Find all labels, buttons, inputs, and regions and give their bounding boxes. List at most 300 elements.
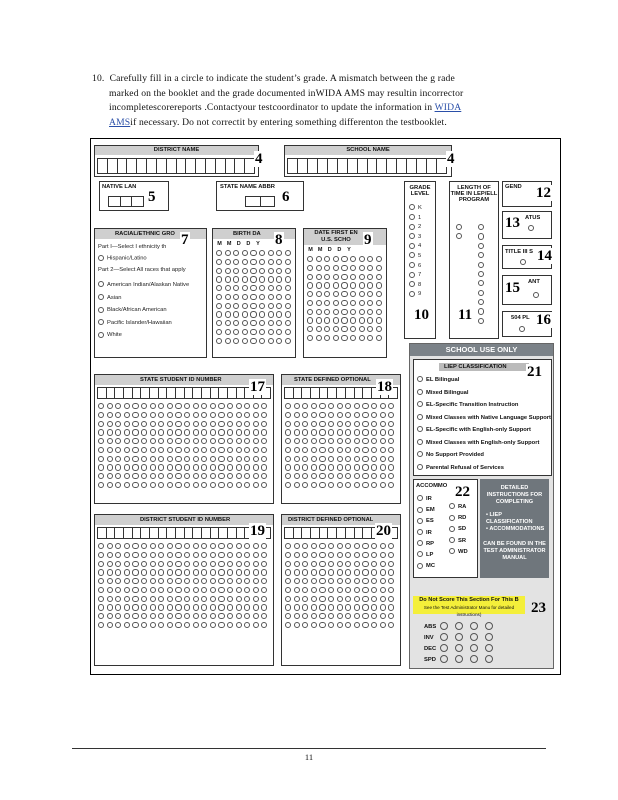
answer-bubble[interactable] <box>276 329 282 335</box>
answer-bubble[interactable] <box>253 438 259 444</box>
answer-bubble[interactable] <box>124 596 130 602</box>
answer-bubble[interactable] <box>316 335 322 341</box>
answer-bubble[interactable] <box>244 412 250 418</box>
answer-bubble[interactable] <box>350 265 356 271</box>
answer-bubble[interactable] <box>132 561 138 567</box>
answer-bubble[interactable] <box>175 569 181 575</box>
answer-bubble[interactable] <box>107 421 113 427</box>
option-bubble[interactable] <box>417 451 423 457</box>
option-bubble[interactable] <box>417 426 423 432</box>
answer-bubble[interactable] <box>225 294 231 300</box>
answer-bubble[interactable] <box>242 259 248 265</box>
answer-bubble[interactable] <box>319 447 325 453</box>
answer-bubble[interactable] <box>316 309 322 315</box>
answer-bubble[interactable] <box>350 309 356 315</box>
answer-bubble[interactable] <box>115 429 121 435</box>
answer-bubble[interactable] <box>259 259 265 265</box>
answer-bubble[interactable] <box>328 421 334 427</box>
answer-bubble[interactable] <box>261 561 267 567</box>
answer-bubble[interactable] <box>201 456 207 462</box>
answer-bubble[interactable] <box>236 552 242 558</box>
answer-bubble[interactable] <box>124 613 130 619</box>
answer-bubble[interactable] <box>227 622 233 628</box>
answer-bubble[interactable] <box>184 403 190 409</box>
answer-bubble[interactable] <box>167 613 173 619</box>
answer-bubble[interactable] <box>333 317 339 323</box>
answer-bubble[interactable] <box>98 578 104 584</box>
answer-bubble[interactable] <box>302 403 308 409</box>
answer-bubble[interactable] <box>376 282 382 288</box>
answer-bubble[interactable] <box>218 403 224 409</box>
answer-bubble[interactable] <box>244 543 250 549</box>
score-bubble[interactable] <box>455 622 463 630</box>
answer-bubble[interactable] <box>371 421 377 427</box>
answer-bubble[interactable] <box>345 561 351 567</box>
answer-bubble[interactable] <box>210 604 216 610</box>
answer-bubble[interactable] <box>107 438 113 444</box>
answer-bubble[interactable] <box>333 274 339 280</box>
answer-bubble[interactable] <box>337 464 343 470</box>
answer-bubble[interactable] <box>98 447 104 453</box>
answer-bubble[interactable] <box>388 569 394 575</box>
answer-bubble[interactable] <box>141 613 147 619</box>
answer-bubble[interactable] <box>376 256 382 262</box>
option-bubble[interactable] <box>417 518 423 524</box>
answer-bubble[interactable] <box>141 447 147 453</box>
option-bubble[interactable] <box>98 307 104 313</box>
answer-bubble[interactable] <box>216 329 222 335</box>
answer-bubble[interactable] <box>236 447 242 453</box>
answer-bubble[interactable] <box>167 473 173 479</box>
answer-bubble[interactable] <box>380 447 386 453</box>
answer-bubble[interactable] <box>193 403 199 409</box>
504-bubble[interactable] <box>519 326 525 332</box>
answer-bubble[interactable] <box>311 429 317 435</box>
option-bubble[interactable] <box>417 551 423 557</box>
answer-bubble[interactable] <box>302 596 308 602</box>
answer-bubble[interactable] <box>319 552 325 558</box>
answer-bubble[interactable] <box>244 561 250 567</box>
answer-bubble[interactable] <box>107 561 113 567</box>
score-bubble[interactable] <box>485 622 493 630</box>
answer-bubble[interactable] <box>201 447 207 453</box>
answer-bubble[interactable] <box>132 403 138 409</box>
answer-bubble[interactable] <box>388 604 394 610</box>
answer-bubble[interactable] <box>175 429 181 435</box>
answer-bubble[interactable] <box>376 309 382 315</box>
answer-bubble[interactable] <box>345 604 351 610</box>
answer-bubble[interactable] <box>150 429 156 435</box>
answer-bubble[interactable] <box>167 569 173 575</box>
answer-bubble[interactable] <box>201 622 207 628</box>
answer-bubble[interactable] <box>380 578 386 584</box>
answer-bubble[interactable] <box>150 403 156 409</box>
answer-bubble[interactable] <box>244 604 250 610</box>
answer-bubble[interactable] <box>319 403 325 409</box>
answer-bubble[interactable] <box>328 587 334 593</box>
answer-bubble[interactable] <box>294 561 300 567</box>
answer-bubble[interactable] <box>193 438 199 444</box>
answer-bubble[interactable] <box>150 421 156 427</box>
native-language-cells[interactable] <box>108 196 144 207</box>
answer-bubble[interactable] <box>285 613 291 619</box>
answer-bubble[interactable] <box>268 303 274 309</box>
answer-bubble[interactable] <box>227 438 233 444</box>
answer-bubble[interactable] <box>167 447 173 453</box>
answer-bubble[interactable] <box>259 294 265 300</box>
answer-bubble[interactable] <box>242 294 248 300</box>
answer-bubble[interactable] <box>218 421 224 427</box>
answer-bubble[interactable] <box>184 622 190 628</box>
answer-bubble[interactable] <box>124 421 130 427</box>
answer-bubble[interactable] <box>328 596 334 602</box>
answer-bubble[interactable] <box>371 622 377 628</box>
answer-bubble[interactable] <box>324 265 330 271</box>
answer-bubble[interactable] <box>218 429 224 435</box>
option-bubble[interactable] <box>417 439 423 445</box>
answer-bubble[interactable] <box>107 543 113 549</box>
answer-bubble[interactable] <box>285 320 291 326</box>
answer-bubble[interactable] <box>380 587 386 593</box>
answer-bubble[interactable] <box>337 447 343 453</box>
answer-bubble[interactable] <box>244 552 250 558</box>
answer-bubble[interactable] <box>124 552 130 558</box>
answer-bubble[interactable] <box>319 464 325 470</box>
title-iii-bubble[interactable] <box>520 259 526 265</box>
score-bubble[interactable] <box>440 633 448 641</box>
answer-bubble[interactable] <box>285 329 291 335</box>
answer-bubble[interactable] <box>150 578 156 584</box>
answer-bubble[interactable] <box>175 561 181 567</box>
answer-bubble[interactable] <box>285 285 291 291</box>
length-bubbles-col1[interactable] <box>456 224 462 239</box>
answer-bubble[interactable] <box>242 276 248 282</box>
answer-bubble[interactable] <box>324 326 330 332</box>
answer-bubble[interactable] <box>193 473 199 479</box>
option-bubble[interactable] <box>409 262 415 268</box>
answer-bubble[interactable] <box>210 429 216 435</box>
answer-bubble[interactable] <box>259 285 265 291</box>
answer-bubble[interactable] <box>388 561 394 567</box>
answer-bubble[interactable] <box>253 604 259 610</box>
answer-bubble[interactable] <box>371 604 377 610</box>
answer-bubble[interactable] <box>285 561 291 567</box>
answer-bubble[interactable] <box>210 473 216 479</box>
state-defined-bubbles[interactable] <box>285 403 397 488</box>
answer-bubble[interactable] <box>294 403 300 409</box>
answer-bubble[interactable] <box>184 587 190 593</box>
answer-bubble[interactable] <box>158 604 164 610</box>
answer-bubble[interactable] <box>124 473 130 479</box>
option-bubble[interactable] <box>98 294 104 300</box>
answer-bubble[interactable] <box>333 265 339 271</box>
answer-bubble[interactable] <box>244 482 250 488</box>
answer-bubble[interactable] <box>167 412 173 418</box>
answer-bubble[interactable] <box>193 447 199 453</box>
answer-bubble[interactable] <box>367 300 373 306</box>
answer-bubble[interactable] <box>380 429 386 435</box>
answer-bubble[interactable] <box>150 464 156 470</box>
answer-bubble[interactable] <box>388 613 394 619</box>
answer-bubble[interactable] <box>115 456 121 462</box>
answer-bubble[interactable] <box>107 447 113 453</box>
answer-bubble[interactable] <box>184 578 190 584</box>
answer-bubble[interactable] <box>333 300 339 306</box>
answer-bubble[interactable] <box>341 326 347 332</box>
answer-bubble[interactable] <box>311 587 317 593</box>
option-bubble[interactable] <box>409 214 415 220</box>
answer-bubble[interactable] <box>201 552 207 558</box>
answer-bubble[interactable] <box>193 482 199 488</box>
answer-bubble[interactable] <box>302 473 308 479</box>
answer-bubble[interactable] <box>98 613 104 619</box>
answer-bubble[interactable] <box>345 403 351 409</box>
answer-bubble[interactable] <box>115 569 121 575</box>
answer-bubble[interactable] <box>150 587 156 593</box>
answer-bubble[interactable] <box>302 604 308 610</box>
answer-bubble[interactable] <box>371 473 377 479</box>
answer-bubble[interactable] <box>380 473 386 479</box>
answer-bubble[interactable] <box>319 543 325 549</box>
answer-bubble[interactable] <box>193 464 199 470</box>
score-bubble[interactable] <box>455 644 463 652</box>
score-bubble[interactable] <box>440 655 448 663</box>
answer-bubble[interactable] <box>302 622 308 628</box>
answer-bubble[interactable] <box>236 561 242 567</box>
answer-bubble[interactable] <box>218 552 224 558</box>
answer-bubble[interactable] <box>294 447 300 453</box>
answer-bubble[interactable] <box>311 613 317 619</box>
option-bubble[interactable] <box>449 548 455 554</box>
answer-bubble[interactable] <box>259 303 265 309</box>
answer-bubble[interactable] <box>233 259 239 265</box>
answer-bubble[interactable] <box>324 256 330 262</box>
answer-bubble[interactable] <box>253 596 259 602</box>
answer-bubble[interactable] <box>250 329 256 335</box>
answer-bubble[interactable] <box>362 587 368 593</box>
answer-bubble[interactable] <box>380 482 386 488</box>
answer-bubble[interactable] <box>227 578 233 584</box>
answer-bubble[interactable] <box>115 543 121 549</box>
answer-bubble[interactable] <box>218 561 224 567</box>
answer-bubble[interactable] <box>244 622 250 628</box>
answer-bubble[interactable] <box>124 622 130 628</box>
answer-bubble[interactable] <box>259 329 265 335</box>
answer-bubble[interactable] <box>216 285 222 291</box>
answer-bubble[interactable] <box>107 613 113 619</box>
answer-bubble[interactable] <box>359 326 365 332</box>
answer-bubble[interactable] <box>333 291 339 297</box>
answer-bubble[interactable] <box>253 587 259 593</box>
answer-bubble[interactable] <box>210 596 216 602</box>
answer-bubble[interactable] <box>124 587 130 593</box>
answer-bubble[interactable] <box>328 622 334 628</box>
answer-bubble[interactable] <box>132 482 138 488</box>
answer-bubble[interactable] <box>268 250 274 256</box>
answer-bubble[interactable] <box>354 596 360 602</box>
answer-bubble[interactable] <box>216 259 222 265</box>
answer-bubble[interactable] <box>115 622 121 628</box>
answer-bubble[interactable] <box>225 276 231 282</box>
option-bubble[interactable] <box>409 272 415 278</box>
answer-bubble[interactable] <box>285 259 291 265</box>
answer-bubble[interactable] <box>371 438 377 444</box>
answer-bubble[interactable] <box>225 303 231 309</box>
answer-bubble[interactable] <box>167 578 173 584</box>
answer-bubble[interactable] <box>261 456 267 462</box>
answer-bubble[interactable] <box>244 613 250 619</box>
option-bubble[interactable] <box>409 224 415 230</box>
answer-bubble[interactable] <box>244 438 250 444</box>
option-bubble[interactable] <box>417 376 423 382</box>
answer-bubble[interactable] <box>167 482 173 488</box>
answer-bubble[interactable] <box>294 622 300 628</box>
answer-bubble[interactable] <box>324 291 330 297</box>
answer-bubble[interactable] <box>316 291 322 297</box>
answer-bubble[interactable] <box>150 596 156 602</box>
answer-bubble[interactable] <box>371 596 377 602</box>
answer-bubble[interactable] <box>253 482 259 488</box>
answer-bubble[interactable] <box>388 482 394 488</box>
answer-bubble[interactable] <box>376 274 382 280</box>
answer-bubble[interactable] <box>210 587 216 593</box>
answer-bubble[interactable] <box>184 561 190 567</box>
answer-bubble[interactable] <box>324 309 330 315</box>
answer-bubble[interactable] <box>302 482 308 488</box>
option-bubble[interactable] <box>409 243 415 249</box>
answer-bubble[interactable] <box>328 543 334 549</box>
answer-bubble[interactable] <box>380 421 386 427</box>
answer-bubble[interactable] <box>107 578 113 584</box>
answer-bubble[interactable] <box>227 596 233 602</box>
answer-bubble[interactable] <box>261 613 267 619</box>
answer-bubble[interactable] <box>225 259 231 265</box>
answer-bubble[interactable] <box>115 587 121 593</box>
score-bubble[interactable] <box>440 644 448 652</box>
answer-bubble[interactable] <box>253 578 259 584</box>
answer-bubble[interactable] <box>341 317 347 323</box>
answer-bubble[interactable] <box>371 578 377 584</box>
answer-bubble[interactable] <box>359 317 365 323</box>
answer-bubble[interactable] <box>210 552 216 558</box>
answer-bubble[interactable] <box>201 421 207 427</box>
answer-bubble[interactable] <box>324 282 330 288</box>
answer-bubble[interactable] <box>367 326 373 332</box>
answer-bubble[interactable] <box>124 464 130 470</box>
answer-bubble[interactable] <box>244 447 250 453</box>
answer-bubble[interactable] <box>250 320 256 326</box>
answer-bubble[interactable] <box>150 456 156 462</box>
answer-bubble[interactable] <box>201 587 207 593</box>
answer-bubble[interactable] <box>311 473 317 479</box>
answer-bubble[interactable] <box>350 317 356 323</box>
answer-bubble[interactable] <box>311 438 317 444</box>
answer-bubble[interactable] <box>371 412 377 418</box>
answer-bubble[interactable] <box>216 320 222 326</box>
answer-bubble[interactable] <box>184 447 190 453</box>
answer-bubble[interactable] <box>98 561 104 567</box>
answer-bubble[interactable] <box>311 578 317 584</box>
answer-bubble[interactable] <box>210 613 216 619</box>
answer-bubble[interactable] <box>362 412 368 418</box>
answer-bubble[interactable] <box>294 596 300 602</box>
answer-bubble[interactable] <box>354 552 360 558</box>
answer-bubble[interactable] <box>285 294 291 300</box>
answer-bubble[interactable] <box>201 412 207 418</box>
answer-bubble[interactable] <box>193 456 199 462</box>
answer-bubble[interactable] <box>380 464 386 470</box>
answer-bubble[interactable] <box>227 421 233 427</box>
answer-bubble[interactable] <box>150 604 156 610</box>
answer-bubble[interactable] <box>285 250 291 256</box>
answer-bubble[interactable] <box>233 320 239 326</box>
answer-bubble[interactable] <box>324 317 330 323</box>
answer-bubble[interactable] <box>132 412 138 418</box>
answer-bubble[interactable] <box>371 543 377 549</box>
answer-bubble[interactable] <box>319 604 325 610</box>
answer-bubble[interactable] <box>362 578 368 584</box>
answer-bubble[interactable] <box>362 482 368 488</box>
answer-bubble[interactable] <box>307 326 313 332</box>
answer-bubble[interactable] <box>261 421 267 427</box>
answer-bubble[interactable] <box>193 421 199 427</box>
answer-bubble[interactable] <box>132 421 138 427</box>
answer-bubble[interactable] <box>184 543 190 549</box>
answer-bubble[interactable] <box>107 587 113 593</box>
answer-bubble[interactable] <box>367 317 373 323</box>
answer-bubble[interactable] <box>201 604 207 610</box>
answer-bubble[interactable] <box>350 282 356 288</box>
answer-bubble[interactable] <box>328 429 334 435</box>
answer-bubble[interactable] <box>150 569 156 575</box>
answer-bubble[interactable] <box>141 596 147 602</box>
answer-bubble[interactable] <box>276 276 282 282</box>
answer-bubble[interactable] <box>132 569 138 575</box>
answer-bubble[interactable] <box>244 473 250 479</box>
answer-bubble[interactable] <box>158 421 164 427</box>
answer-bubble[interactable] <box>158 596 164 602</box>
answer-bubble[interactable] <box>307 335 313 341</box>
answer-bubble[interactable] <box>98 569 104 575</box>
answer-bubble[interactable] <box>167 604 173 610</box>
answer-bubble[interactable] <box>388 587 394 593</box>
answer-bubble[interactable] <box>218 412 224 418</box>
answer-bubble[interactable] <box>193 543 199 549</box>
answer-bubble[interactable] <box>236 421 242 427</box>
answer-bubble[interactable] <box>242 285 248 291</box>
answer-bubble[interactable] <box>380 543 386 549</box>
answer-bubble[interactable] <box>141 473 147 479</box>
answer-bubble[interactable] <box>354 403 360 409</box>
answer-bubble[interactable] <box>354 604 360 610</box>
option-bubble[interactable] <box>417 529 423 535</box>
answer-bubble[interactable] <box>259 276 265 282</box>
answer-bubble[interactable] <box>167 464 173 470</box>
answer-bubble[interactable] <box>124 604 130 610</box>
answer-bubble[interactable] <box>341 291 347 297</box>
option-bubble[interactable] <box>409 281 415 287</box>
answer-bubble[interactable] <box>388 473 394 479</box>
answer-bubble[interactable] <box>388 596 394 602</box>
answer-bubble[interactable] <box>107 596 113 602</box>
answer-bubble[interactable] <box>362 456 368 462</box>
answer-bubble[interactable] <box>132 438 138 444</box>
answer-bubble[interactable] <box>115 447 121 453</box>
answer-bubble[interactable] <box>302 456 308 462</box>
answer-bubble[interactable] <box>167 552 173 558</box>
answer-bubble[interactable] <box>242 338 248 344</box>
answer-bubble[interactable] <box>319 569 325 575</box>
